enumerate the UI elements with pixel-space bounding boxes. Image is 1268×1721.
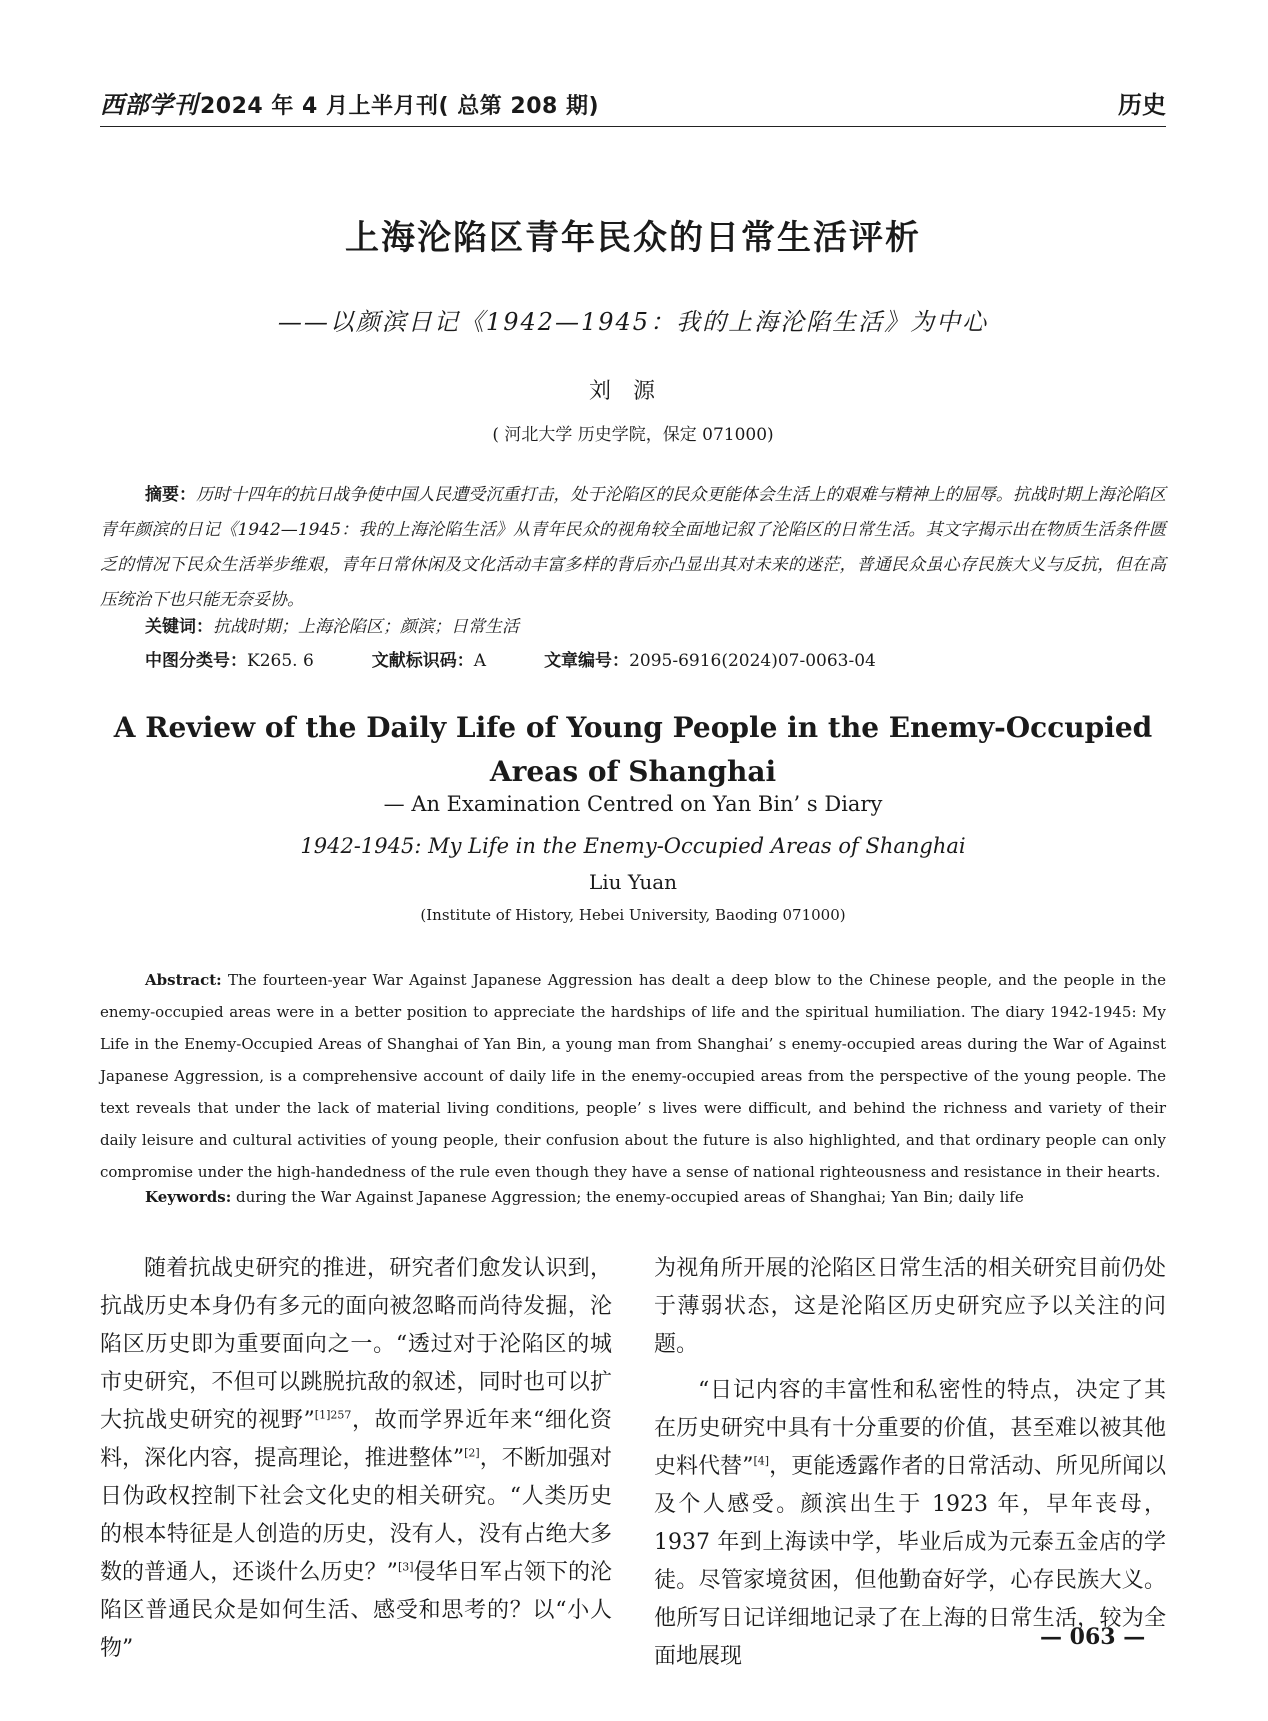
article-subtitle-en: — An Examination Centred on Yan Bin’ s Diary [383, 792, 883, 816]
body-text: ，故而学界近年来“细化资料，深化内容，提高理论，推进整体” [100, 1408, 613, 1471]
abstract-zh-text: 历时十四年的抗日战争使中国人民遭受沉重打击，处于沦陷区的民众更能体会生活上的艰难与精神上的屈辱。抗战时期上海沦陷区青年颜滨的日记《1942—1945：我的上海沦陷生活》从青年民众的视角较全面地记叙了沦陷区的日常生活。其文字揭示出在物质生活条件匮乏的情况下民众生活举步维艰，青年日常休闲及文化活动丰富多样的背后亦凸显出其对未来的迷茫，普通民众虽心存民族大义与反抗，但在高压统治下也只能无奈妥协。 [100, 485, 1167, 610]
body-text: 侵华日军占领下的沦陷区普通民众是如何生活、感受和思考的？以“小人物” [100, 1560, 612, 1661]
author-name-en: Liu Yuan [588, 870, 678, 894]
author-name-zh: 刘源 [588, 379, 677, 404]
citation-ref: [2] [464, 1446, 480, 1460]
body-text: ，更能透露作者的日常活动、所见所闻以及个人感受。颜滨出生于 1923 年，早年丧母，1937 年到上海读中学，毕业后成为元泰五金店的学徒。尽管家境贫困，但他勤奋好学，心存民族大义。他所写日记详细地记录了在上海的日常生活，较为全面地展现 [654, 1454, 1166, 1669]
running-header [100, 84, 1166, 120]
doc-code [372, 646, 486, 671]
abstract-en-text: The fourteen-year War Against Japanese Aggression has dealt a deep blow to the Chinese people, and the people in the enemy-occupied areas were in a better position to appreciate the hardships of life and the spiritual humiliation. The diary 1942-1945: My Life in the Enemy-Occupied Areas of Shanghai of Yan Bin, a young man from Shanghai’ s enemy-occupied areas during the War of Against Japanese Aggression, is a comprehensive account of daily life in the enemy-occupied areas from the perspective of the young people. The text reveals that under the lack of material living conditions, people’ s lives were difficult, and behind the richness and variety of their daily leisure and cultural activities of young people, their confusion about the future is also highlighted, and that ordinary people can only compromise under the high-handedness of the rule even though they have a sense of national righteousness and resistance in their hearts. [100, 971, 1166, 1181]
affiliation-zh: ( 河北大学 历史学院，保定 071000) [492, 425, 774, 445]
art-label: 文章编号： [544, 651, 630, 671]
citation-ref: [3] [397, 1560, 414, 1574]
body-text: ，不断加强对日伪政权控制下社会文化史的相关研究。“人类历史的根本特征是人创造的历史，没有人，没有占绝大多数的普通人，还谈什么历史？” [100, 1446, 612, 1585]
page-number: — 063 — [1040, 1624, 1146, 1650]
affiliation-en: (Institute of History, Hebei University, Baoding 071000) [420, 906, 846, 924]
keywords-en-text: during the War Against Japanese Aggression; the enemy-occupied areas of Shanghai; Yan Bin; daily life [236, 1188, 1024, 1206]
header-divider [100, 126, 1166, 127]
journal-logo: 西部学刊 [100, 90, 198, 119]
keywords-zh [145, 612, 519, 637]
article-subtitle-zh: ——以颜滨日记《1942—1945：我的上海沦陷生活》为中心 [277, 308, 989, 336]
keywords-zh-text: 抗战时期；上海沦陷区；颜滨；日常生活 [213, 617, 519, 637]
abstract-en-label: Abstract: [145, 971, 222, 989]
article-number [544, 646, 876, 671]
body-column-right [654, 1250, 1166, 1676]
doc-label: 文献标识码： [371, 651, 474, 671]
article-title-en: A Review of the Daily Life of Young People in the Enemy-Occupied Areas of Shanghai [113, 711, 1153, 788]
citation-ref: [4] [753, 1454, 770, 1468]
keywords-en-label: Keywords: [145, 1188, 232, 1206]
body-text: “日记内容的丰富性和私密性的特点，决定了其在历史研究中具有十分重要的价值，甚至难以被其他史料代替” [654, 1378, 1166, 1479]
body-column-left [100, 1250, 612, 1668]
classification-row [145, 646, 934, 671]
section-name: 历史 [1118, 91, 1166, 119]
clc-number [145, 646, 314, 671]
article-subtitle-en-book: 1942-1945: My Life in the Enemy-Occupied Areas of Shanghai [300, 834, 966, 858]
issue-text: 2024 年 4 月上半月刊( 总第 208 期) [200, 94, 600, 119]
abstract-zh [100, 478, 1166, 618]
keywords-en [145, 1188, 1024, 1206]
abstract-en [100, 964, 1166, 1188]
keywords-zh-label: 关键词： [145, 617, 213, 637]
citation-ref: [1]257 [314, 1408, 352, 1422]
doc-value: A [473, 651, 487, 671]
body-paragraph [100, 1250, 612, 1668]
abstract-zh-label: 摘要： [145, 485, 197, 505]
art-value: 2095-6916(2024)07-0063-04 [629, 651, 876, 671]
clc-label: 中图分类号： [145, 651, 247, 671]
body-text: 随着抗战史研究的推进，研究者们愈发认识到，抗战历史本身仍有多元的面向被忽略而尚待发掘，沦陷区历史即为重要面向之一。“透过对于沦陷区的城市史研究，不但可以跳脱抗敌的叙述，同时也可以扩大抗战史研究的视野” [100, 1256, 612, 1433]
body-paragraph: 为视角所开展的沦陷区日常生活的相关研究目前仍处于薄弱状态，这是沦陷区历史研究应予以关注的问题。 [654, 1256, 1166, 1357]
article-title-zh: 上海沦陷区青年民众的日常生活评析 [345, 218, 921, 258]
journal-issue [100, 85, 599, 120]
clc-value: K265. 6 [247, 651, 314, 671]
